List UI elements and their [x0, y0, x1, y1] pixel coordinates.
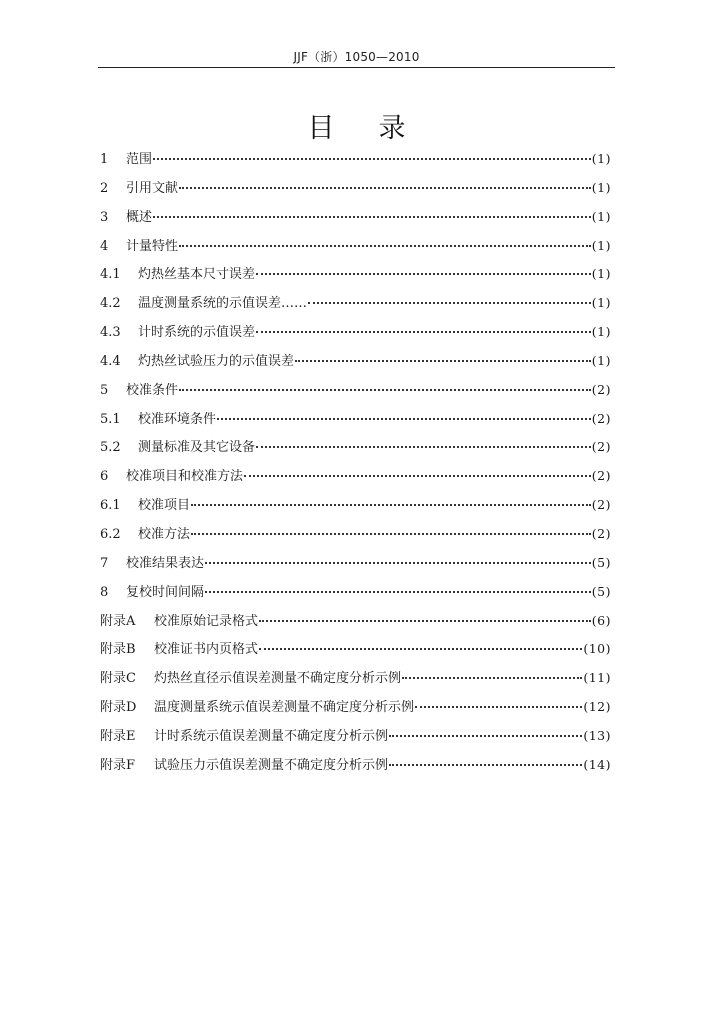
- toc-entry-page: (11): [583, 670, 611, 686]
- toc-entry-title: 校准方法: [138, 526, 191, 542]
- toc-entry[interactable]: [100, 433, 611, 462]
- toc-entry[interactable]: [100, 607, 611, 636]
- toc-entry[interactable]: [100, 347, 611, 376]
- toc-leader-dots: [389, 762, 582, 766]
- toc-entry-number: 4.1: [100, 267, 121, 283]
- toc-entry[interactable]: [100, 174, 611, 203]
- toc-entry-page: (1): [591, 324, 611, 340]
- toc-entry[interactable]: [100, 722, 611, 751]
- toc-leader-dots: [256, 271, 591, 275]
- toc-entry[interactable]: [100, 635, 611, 664]
- toc-entry-page: (5): [591, 554, 611, 570]
- toc-entry[interactable]: [100, 549, 611, 578]
- toc-entry-title: 灼热丝基本尺寸误差: [138, 267, 256, 283]
- toc-entry-title: 校准项目和校准方法: [126, 469, 244, 485]
- toc-entry-title: 计时系统示值误差测量不确定度分析示例: [154, 728, 389, 744]
- toc-entry-number: 5: [100, 382, 109, 398]
- toc-entry-number: 6.2: [100, 526, 121, 542]
- toc-entry-title: 引用文献: [126, 180, 179, 196]
- toc-entry-page: (1): [591, 179, 611, 195]
- toc-entry[interactable]: [100, 751, 611, 780]
- toc-leader-dots: [217, 416, 591, 420]
- toc-leader-dots: [205, 560, 591, 564]
- toc-entry-number: 4.2: [100, 296, 121, 312]
- toc-entry-number: 3: [100, 209, 109, 225]
- toc-entry-number: 4.3: [100, 325, 121, 341]
- toc-entry-number: 附录F: [100, 757, 136, 773]
- toc-leader-dots: [244, 473, 591, 477]
- toc-entry-title: 计量特性: [126, 238, 179, 254]
- toc-entry-title: 测量标准及其它设备: [138, 440, 256, 456]
- toc-entry-number: 附录C: [100, 671, 136, 687]
- toc-leader-dots: [191, 502, 591, 506]
- toc-entry-title: 温度测量系统示值误差测量不确定度分析示例: [154, 700, 415, 716]
- toc-entry-page: (1): [591, 151, 611, 166]
- toc-entry-page: (5): [591, 583, 611, 599]
- toc-entry-number: 4.4: [100, 353, 121, 369]
- toc-entry-title: 灼热丝直径示值误差测量不确定度分析示例: [154, 671, 402, 687]
- toc-entry-page: (12): [583, 699, 611, 715]
- toc-entry-page: (2): [591, 497, 611, 513]
- toc-entry-number: 附录B: [100, 642, 136, 658]
- toc-entry-page: (1): [591, 237, 611, 253]
- toc-leader-dots: [402, 675, 582, 679]
- toc-entry[interactable]: [100, 318, 611, 347]
- toc-entry-title: 范围: [126, 152, 153, 167]
- toc-leader-dots: [179, 243, 591, 247]
- toc-entry-number: 1: [100, 152, 109, 167]
- toc-leader-dots: [295, 358, 591, 362]
- toc-entry-page: (2): [591, 410, 611, 426]
- toc-entry-number: 附录D: [100, 700, 137, 716]
- toc-entry-number: 6: [100, 469, 109, 485]
- toc-entry-number: 8: [100, 584, 109, 600]
- toc-leader-dots: [256, 444, 591, 448]
- toc-entry-title: 复校时间间隔: [126, 584, 205, 600]
- page-title: 目录: [307, 113, 450, 144]
- toc-entry-page: (2): [591, 468, 611, 484]
- toc-entry-title: 校准原始记录格式: [154, 613, 259, 629]
- toc-entry[interactable]: [100, 578, 611, 607]
- toc-leader-dots: [205, 589, 591, 593]
- toc-entry-number: 2: [100, 180, 109, 196]
- toc-entry-page: (2): [591, 439, 611, 455]
- toc-entry-title: 计时系统的示值误差: [138, 325, 256, 341]
- toc-entry[interactable]: [100, 664, 611, 693]
- toc-entry-page: (6): [591, 612, 611, 628]
- toc-leader-dots: [415, 704, 582, 708]
- toc-entry[interactable]: [100, 520, 611, 549]
- toc-entry[interactable]: [100, 260, 611, 289]
- toc-leader-dots: [259, 618, 591, 622]
- toc-entry-title: 校准环境条件: [138, 411, 217, 427]
- toc-entry-title: 试验压力示值误差测量不确定度分析示例: [154, 757, 389, 773]
- toc-entry[interactable]: [100, 203, 611, 232]
- toc-entry-title: 灼热丝试验压力的示值误差: [138, 353, 295, 369]
- toc-entry-page: (1): [591, 208, 611, 224]
- toc-leader-dots: [153, 214, 591, 218]
- toc-entry-page: (14): [583, 756, 611, 772]
- toc-leader-dots: [191, 531, 591, 535]
- toc-entry-page: (13): [583, 727, 611, 743]
- toc-entry[interactable]: [100, 462, 611, 491]
- toc-entry-page: (1): [591, 266, 611, 282]
- header-rule: [98, 67, 615, 68]
- toc-entry[interactable]: [100, 289, 611, 318]
- toc-entry[interactable]: [100, 145, 611, 174]
- toc-entry-number: 5.2: [100, 440, 121, 456]
- toc-entry[interactable]: [100, 693, 611, 722]
- toc-entry[interactable]: [100, 405, 611, 434]
- toc-entry-number: 7: [100, 555, 109, 571]
- toc-entry-title: 校准条件: [126, 382, 179, 398]
- toc-entry-title: 概述: [126, 209, 153, 225]
- toc-entry-number: 5.1: [100, 411, 121, 427]
- table-of-contents: [100, 145, 611, 780]
- toc-entry-page: (10): [583, 641, 611, 657]
- toc-entry-number: 附录E: [100, 728, 136, 744]
- toc-entry-page: (1): [591, 295, 611, 311]
- toc-entry[interactable]: [100, 491, 611, 520]
- toc-leader-dots: [179, 185, 591, 189]
- toc-entry[interactable]: [100, 232, 611, 261]
- toc-entry-title: 校准证书内页格式: [154, 642, 259, 658]
- toc-entry-page: (2): [591, 381, 611, 397]
- toc-leader-dots: [256, 329, 591, 333]
- toc-entry-title: 校准项目: [138, 498, 191, 514]
- toc-entry-number: 附录A: [100, 613, 136, 629]
- toc-leader-dots: [179, 387, 591, 391]
- toc-leader-dots: [153, 156, 591, 160]
- toc-leader-dots: [259, 646, 582, 650]
- toc-entry-number: 6.1: [100, 498, 121, 514]
- toc-entry-title: 温度测量系统的示值误差……: [138, 296, 308, 312]
- toc-leader-dots: [308, 300, 591, 304]
- toc-entry-number: 4: [100, 238, 109, 254]
- document-code-header: JJF（浙）1050—2010: [293, 50, 420, 64]
- toc-leader-dots: [389, 733, 582, 737]
- toc-entry-page: (1): [591, 352, 611, 368]
- toc-entry[interactable]: [100, 376, 611, 405]
- toc-entry-page: (2): [591, 525, 611, 541]
- toc-entry-title: 校准结果表达: [126, 555, 205, 571]
